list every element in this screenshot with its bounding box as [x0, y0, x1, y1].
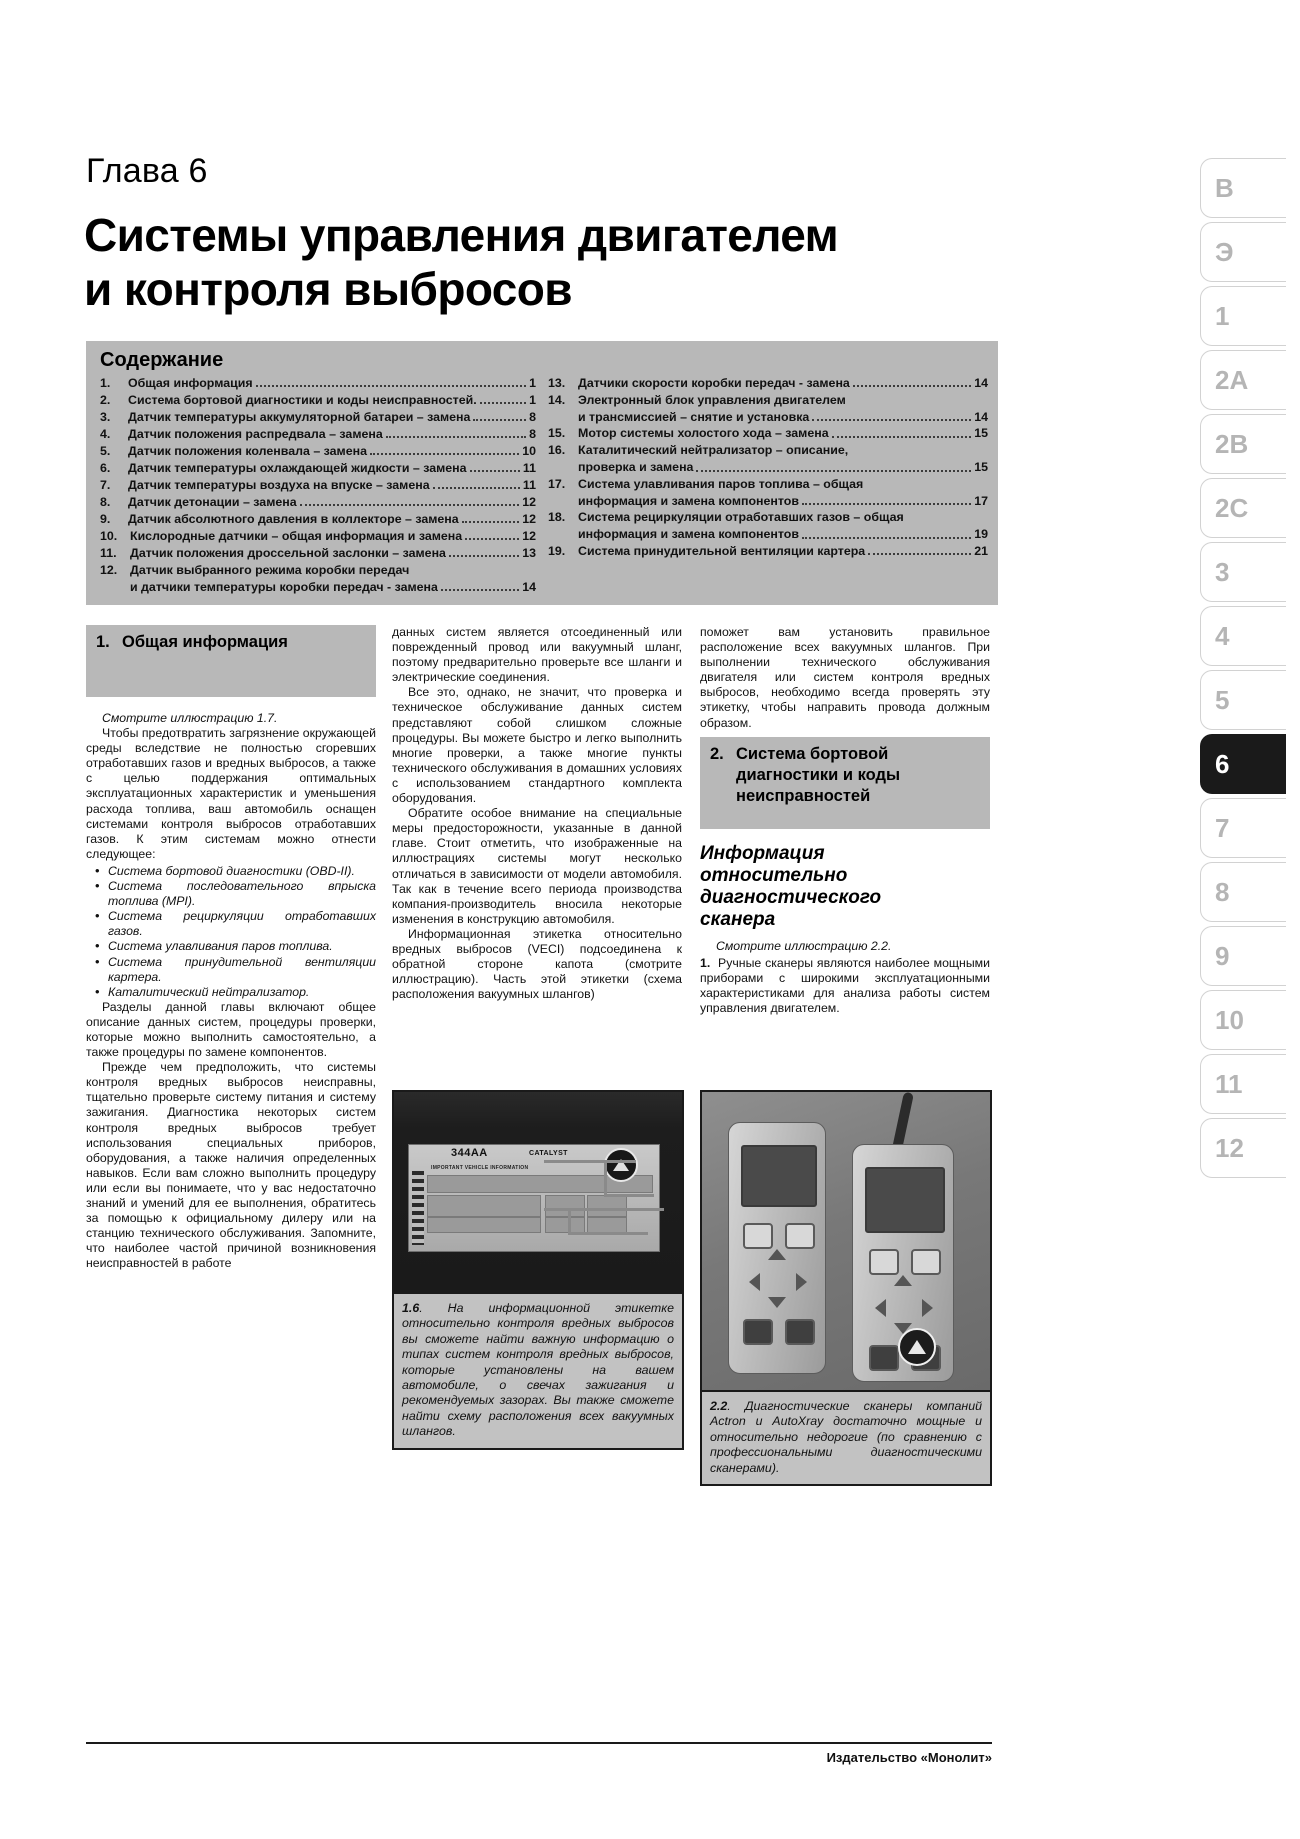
toc-leader-dots [868, 543, 971, 555]
toc-entry-page: 12 [522, 495, 536, 509]
toc-entry-label: Датчики скорости коробки передач - замена [578, 376, 850, 390]
emission-system-item: • Система рециркуляции отработавших газов. [86, 909, 376, 939]
toc-entry[interactable] [100, 460, 536, 476]
scanner-up-arrow-icon [894, 1275, 912, 1286]
toc-entry-page: 14 [522, 580, 536, 594]
chapter-tab-2b[interactable] [1200, 414, 1286, 474]
toc-entry-page: 14 [974, 410, 988, 424]
toc-entry-page: 1 [529, 376, 536, 390]
section-2-heading-line1: Система бортовой [736, 744, 889, 763]
subheading-line2: относительно [700, 864, 848, 886]
scanner-button [869, 1249, 899, 1275]
scanner-screen [865, 1167, 945, 1233]
figure-2-2 [700, 1090, 992, 1486]
subheading-line3: диагностического [700, 886, 882, 908]
chapter-tab-10[interactable] [1200, 990, 1286, 1050]
scanner-button [911, 1249, 941, 1275]
toc-entry-label: Система бортовой диагностики и коды неисправностей. [128, 393, 477, 407]
chapter-tab-label: 4 [1215, 620, 1230, 651]
toc-entry[interactable] [548, 509, 988, 525]
toc-leader-dots [300, 494, 520, 506]
scanner-left-arrow-icon [875, 1299, 886, 1317]
toc-entry-number: 19. [548, 543, 566, 558]
toc-entry-label: Каталитический нейтрализатор – описание, [578, 443, 849, 458]
toc-spacer [904, 509, 988, 525]
toc-entry-number: 12. [100, 563, 118, 577]
toc-entry-label: Датчик выбранного режима коробки передач [130, 563, 410, 577]
toc-entry-label: Общая информация [128, 376, 253, 390]
toc-entry-page: 19 [974, 527, 988, 542]
toc-entry-page: 11 [522, 461, 536, 475]
section-2-item-number: 1. [700, 955, 711, 970]
emission-system-item: • Система бортовой диагностики (OBD-II). [86, 864, 376, 879]
toc-entry[interactable] [100, 511, 536, 527]
chapter-tab-6[interactable] [1200, 734, 1286, 794]
scanner-right-arrow-icon [796, 1273, 807, 1291]
toc-leader-dots [832, 425, 972, 437]
toc-entry[interactable] [548, 476, 988, 492]
toc-entry-second-line[interactable] [548, 493, 988, 509]
section-2-heading-line2: диагностики и коды [736, 765, 901, 784]
toc-entry-label: Система улавливания паров топлива – общая [578, 476, 864, 491]
subheading-line1: Информация [700, 842, 825, 864]
toc-entry[interactable] [100, 375, 536, 391]
section-1-paragraph-2: Разделы данной главы включают общее описание данных систем, процедуры проверки, которые можно выполнить самостоятельно, а также процедуры по замене компонентов. [86, 999, 376, 1060]
toc-entry-page: 1 [529, 393, 536, 407]
toc-entry[interactable] [548, 425, 988, 441]
toc-entry-page: 13 [522, 546, 536, 560]
section-1-paragraph-7: Информационная этикетка относительно вредных выбросов (VECI) подсоединена к обратной стороне капота (смотрите иллюстрацию). Часть этой этикетки (схема расположения вакуумных шлангов) [392, 926, 682, 1002]
toc-leader-dots [473, 409, 526, 421]
text-column-3 [700, 625, 990, 1016]
toc-entry-number: 4. [100, 427, 111, 441]
toc-entry-number: 1. [100, 376, 111, 390]
toc-entry-label: Датчик температуры аккумуляторной батареи – замена [128, 410, 471, 424]
emission-system-item: • Система улавливания паров топлива. [86, 939, 376, 954]
chapter-tab-label: 3 [1215, 556, 1230, 587]
chapter-tab-э[interactable] [1200, 222, 1286, 282]
emission-system-item: • Система принудительной вентиляции картера. [86, 955, 376, 985]
toc-entry-number: 9. [100, 512, 111, 526]
plate-row [427, 1217, 541, 1233]
toc-column-left [100, 375, 536, 595]
toc-entry-number: 6. [100, 461, 111, 475]
chapter-tab-label: 2B [1215, 428, 1249, 459]
toc-entry-page: 11 [522, 478, 536, 492]
figure-1-6 [392, 1090, 684, 1450]
figure-1-6-number: 1.6 [402, 1301, 420, 1315]
plate-catalyst-text: CATALYST [529, 1150, 568, 1157]
chapter-tab-9[interactable] [1200, 926, 1286, 986]
toc-entry-page: 10 [522, 444, 536, 458]
section-2-number: 2. [710, 744, 724, 763]
chapter-tab-1[interactable] [1200, 286, 1286, 346]
page-title [84, 208, 984, 317]
subheading-line4: сканера [700, 908, 776, 930]
toc-entry-number: 14. [548, 393, 566, 407]
toc-leader-dots [802, 526, 971, 538]
text-column-2 [392, 625, 682, 1002]
toc-column-right [548, 375, 988, 560]
toc-spacer [846, 392, 988, 408]
chapter-tab-label: 7 [1215, 812, 1230, 843]
toc-entry-page: 14 [974, 376, 988, 390]
toc-entry-number: 2. [100, 393, 111, 407]
toc-entry-number: 16. [548, 443, 566, 458]
toc-entry-label: Датчик температуры охлаждающей жидкости – замена [128, 461, 467, 475]
toc-entry-label: Датчик абсолютного давления в коллекторе – замена [128, 512, 459, 526]
toc-entry-label: Кислородные датчики – общая информация и замена [130, 529, 463, 543]
scanner-button [743, 1223, 773, 1249]
chapter-tab-в[interactable] [1200, 158, 1286, 218]
chapter-tab-7[interactable] [1200, 798, 1286, 858]
chapter-tab-2a[interactable] [1200, 350, 1286, 410]
toc-entry[interactable] [100, 494, 536, 510]
table-of-contents [86, 341, 998, 605]
toc-entry-number: 17. [548, 476, 566, 491]
scanner-button [785, 1319, 815, 1345]
text-column-1 [86, 625, 376, 1271]
toc-leader-dots [465, 528, 519, 540]
toc-entry[interactable] [100, 545, 536, 561]
toc-entry[interactable] [100, 528, 536, 544]
toc-entry-second-line[interactable] [548, 409, 988, 425]
section-2-heading-line3: неисправностей [736, 786, 871, 805]
toc-entry-page: 8 [529, 410, 536, 424]
see-illustration-1-7: Смотрите иллюстрацию 1.7. [102, 711, 278, 725]
toc-entry-number: 18. [548, 510, 566, 525]
section-1-heading: Общая информация [122, 633, 288, 651]
scanner-button [785, 1223, 815, 1249]
toc-entry[interactable] [100, 443, 536, 459]
toc-entry-label: Система рециркуляции отработавших газов – общая [578, 510, 904, 525]
footer-divider [86, 1742, 992, 1744]
toc-entry-label: Датчик детонации – замена [128, 495, 297, 509]
toc-entry-number: 7. [100, 478, 111, 492]
toc-entry-number: 8. [100, 495, 111, 509]
figure-1-6-photo [394, 1092, 682, 1292]
chapter-tab-11[interactable] [1200, 1054, 1286, 1114]
toc-entry-page: 12 [522, 529, 536, 543]
toc-entry[interactable] [100, 392, 536, 408]
scanner-cable [892, 1092, 914, 1150]
chapter-tab-2c[interactable] [1200, 478, 1286, 538]
toc-entry-number: 5. [100, 444, 111, 458]
page-title-line2: и контроля выбросов [84, 263, 572, 316]
chapter-tab-label: 10 [1215, 1004, 1244, 1035]
toc-entry-label-cont: информация и замена компонентов [578, 527, 799, 542]
chapter-tab-label: 2A [1215, 364, 1249, 395]
section-1-paragraph-1: Чтобы предотвратить загрязнение окружающей среды вследствие не полностью сгоревших отработавших газов и вредных выбросов, а также с целью поддержания оптимальных эксплуатационных характеристик и уменьшения расхода топлива, ваш автомобиль оснащен системами контроля выбросов отработавших газов. К этим системам можно отнести следующее: [86, 726, 376, 861]
toc-entry-number: 11. [100, 546, 117, 560]
toc-entry-page: 17 [974, 493, 988, 508]
toc-entry[interactable] [100, 562, 536, 578]
toc-leader-dots [433, 477, 520, 489]
chapter-label: Глава 6 [86, 152, 208, 190]
toc-leader-dots [370, 443, 519, 455]
toc-entry-label: Датчик положения распредвала – замена [128, 427, 383, 441]
chapter-tab-8[interactable] [1200, 862, 1286, 922]
toc-leader-dots [696, 459, 971, 471]
section-2-item-text: Ручные сканеры являются наиболее мощными приборами с широкими эксплуатационными характеристиками для анализа работы систем управления двигателем. [700, 955, 990, 1016]
section-2-header [700, 737, 990, 829]
toc-entry[interactable] [548, 375, 988, 391]
toc-leader-dots [480, 392, 526, 404]
toc-entry[interactable] [548, 392, 988, 408]
section-1-paragraph-6: Обратите особое внимание на специальные меры предосторожности, указанные в данной главе. Стоит отметить, что изображенные на иллюстрациях системы могут несколько отличаться в зависимости от модели автомобиля. Так как в течение всего периода производства компания-производитель вносила некоторые изменения в конструкцию автомобиля. [392, 806, 682, 926]
manufacturer-emblem-icon [898, 1328, 936, 1366]
toc-entry-label-cont: и трансмиссией – снятие и установка [578, 410, 810, 424]
toc-leader-dots [256, 375, 527, 387]
page-title-line1: Системы управления двигателем [84, 209, 839, 261]
figure-2-2-number: 2.2 [710, 1399, 728, 1413]
scanner-down-arrow-icon [768, 1297, 786, 1308]
toc-entry[interactable] [100, 426, 536, 442]
toc-leader-dots [470, 460, 520, 472]
scanner-button [743, 1319, 773, 1345]
toc-entry-page: 15 [974, 426, 988, 441]
toc-entry[interactable] [548, 442, 988, 458]
toc-leader-dots [812, 409, 971, 421]
scanner-screen [741, 1145, 818, 1207]
chapter-tab-label: 5 [1215, 684, 1230, 715]
toc-entry-label: Электронный блок управления двигателем [578, 393, 846, 407]
toc-entry-label: Система принудительной вентиляции картера [578, 543, 866, 558]
scanner-up-arrow-icon [768, 1249, 786, 1260]
chapter-tab-label: 1 [1215, 300, 1230, 331]
toc-entry-label: Мотор системы холостого хода – замена [578, 426, 829, 441]
toc-leader-dots [853, 375, 971, 387]
scanner-button [869, 1345, 899, 1371]
toc-leader-dots [462, 511, 520, 523]
toc-entry-label-cont: информация и замена компонентов [578, 493, 799, 508]
section-2-paragraph-1 [700, 956, 990, 1016]
toc-entry-label: Датчик положения дроссельной заслонки – замена [130, 546, 446, 560]
toc-entry-number: 3. [100, 410, 111, 424]
section-1-paragraph-7-cont: поможет вам установить правильное расположение всех вакуумных шлангов. При выполнении технического обслуживания двигателя или систем контроля вредных выбросов, необходимо всегда проверять эту этикетку, чтобы направить провода должным образом. [700, 625, 990, 730]
chapter-tab-strip [1200, 158, 1286, 1182]
chapter-tab-label: В [1215, 172, 1234, 203]
emission-system-item: • Каталитический нейтрализатор. [86, 985, 376, 1000]
toc-entry-second-line[interactable] [548, 459, 988, 475]
footer-publisher: Издательство «Монолит» [826, 1750, 992, 1765]
toc-entry-number: 13. [548, 376, 566, 390]
toc-entry-label-cont: проверка и замена [578, 460, 694, 475]
toc-leader-dots [441, 579, 519, 591]
toc-entry-page: 21 [974, 543, 988, 558]
scanner-device-actron [728, 1122, 826, 1374]
scanner-left-arrow-icon [749, 1273, 760, 1291]
chapter-tab-label: Э [1215, 236, 1234, 267]
chapter-tab-5[interactable] [1200, 670, 1286, 730]
section-1-number: 1. [96, 633, 110, 651]
toc-entry-second-line[interactable] [548, 526, 988, 542]
chapter-tab-3[interactable] [1200, 542, 1286, 602]
toc-entry[interactable] [548, 543, 988, 559]
toc-title: Содержание [100, 349, 224, 371]
figure-2-2-caption-text: Диагностические сканеры компаний Actron и AutoXray достаточно мощные и относительно недорогие (по сравнению с профессиональными диагностическими сканерами). [710, 1399, 982, 1475]
chapter-tab-label: 9 [1215, 940, 1230, 971]
chapter-tab-label: 8 [1215, 876, 1230, 907]
toc-entry-second-line[interactable] [100, 579, 536, 595]
chapter-tab-label: 12 [1215, 1132, 1244, 1163]
figure-1-6-caption: 1.6. На информационной этикетке относительно контроля вредных выбросов вы сможете найти важную информацию о типах систем контроля вредных выбросов, которые установлены на вашем автомобиле, о свечах зажигания и рекомендуемых зазорах. Вы также сможете найти схему расположения всех вакуумных шлангов. [394, 1292, 682, 1448]
toc-entry-page: 8 [529, 427, 536, 441]
toc-spacer [863, 476, 988, 492]
plate-code-text: 344AA [451, 1147, 488, 1159]
section-1-paragraph-5: Все это, однако, не значит, что проверка и техническое обслуживание данных систем представляют собой слишком сложные процедуры. Вы можете быстро и легко выполнить многие проверки, а также многие пункты технического обслуживания в домашних условиях с использованием стандартного комплекта оборудования. [392, 685, 682, 806]
toc-spacer [848, 442, 988, 458]
barcode-strip [412, 1171, 424, 1245]
toc-leader-dots [386, 426, 526, 438]
chapter-tab-4[interactable] [1200, 606, 1286, 666]
chapter-tab-label: 2C [1215, 492, 1249, 523]
toc-entry[interactable] [100, 477, 536, 493]
section-2-subheading [700, 843, 990, 931]
chapter-tab-label: 6 [1215, 748, 1230, 779]
figure-1-6-caption-text: На информационной этикетке относительно контроля вредных выбросов вы сможете найти важную информацию о типах систем контроля вредных выбросов, которые установлены на вашем автомобиле, о свечах зажигания и рекомендуемых зазорах. Вы также сможете найти схему расположения всех вакуумных шлангов. [402, 1301, 674, 1439]
emission-system-item: • Система последовательного впрыска топлива (MPI). [86, 879, 376, 909]
figure-2-2-caption: 2.2. Диагностические сканеры компаний Actron и AutoXray достаточно мощные и относительно недорогие (по сравнению с профессиональными диагностическими сканерами). [702, 1390, 990, 1484]
toc-entry-number: 15. [548, 426, 566, 441]
section-1-paragraph-4: данных систем является отсоединенный или поврежденный провод или вакуумный шланг, поэтому предварительно проверьте все шланги и электрические соединения. [392, 625, 682, 685]
toc-entry-page: 12 [522, 512, 536, 526]
see-illustration-2-2: Смотрите иллюстрацию 2.2. [716, 938, 892, 953]
chapter-tab-12[interactable] [1200, 1118, 1286, 1178]
toc-leader-dots [802, 493, 971, 505]
toc-leader-dots [449, 545, 519, 557]
toc-entry-page: 15 [974, 460, 988, 475]
toc-entry-label: Датчик положения коленвала – замена [128, 444, 367, 458]
toc-entry-label: Датчик температуры воздуха на впуске – замена [128, 478, 430, 492]
toc-spacer [409, 562, 536, 578]
emission-systems-list [86, 864, 376, 1000]
scanner-right-arrow-icon [922, 1299, 933, 1317]
plate-row [427, 1195, 541, 1217]
vacuum-hose-diagram [544, 1152, 676, 1242]
toc-entry[interactable] [100, 409, 536, 425]
chapter-tab-label: 11 [1215, 1068, 1243, 1099]
section-1-header [86, 625, 376, 697]
plate-subtitle-text: IMPORTANT VEHICLE INFORMATION [431, 1165, 529, 1171]
toc-entry-number: 10. [100, 529, 118, 543]
section-1-paragraph-3: Прежде чем предположить, что системы контроля вредных выбросов неисправны, тщательно проверьте систему питания и систему зажигания. Диагностика некоторых систем контроля вредных выбросов требует использования специальных приборов, оборудования, а также наличия определенных навыков. Если вам сложно выполнить процедуру или если вы понимаете, что у вас недостаточно знаний и умений для ее выполнения, обратитесь за помощью к официальному дилеру или на станцию технического обслуживания. Запомните, что наиболее частой причиной возникновения неисправностей в работе [86, 1060, 376, 1271]
toc-entry-label-cont: и датчики температуры коробки передач - замена [130, 580, 438, 594]
figure-2-2-photo [702, 1092, 990, 1390]
